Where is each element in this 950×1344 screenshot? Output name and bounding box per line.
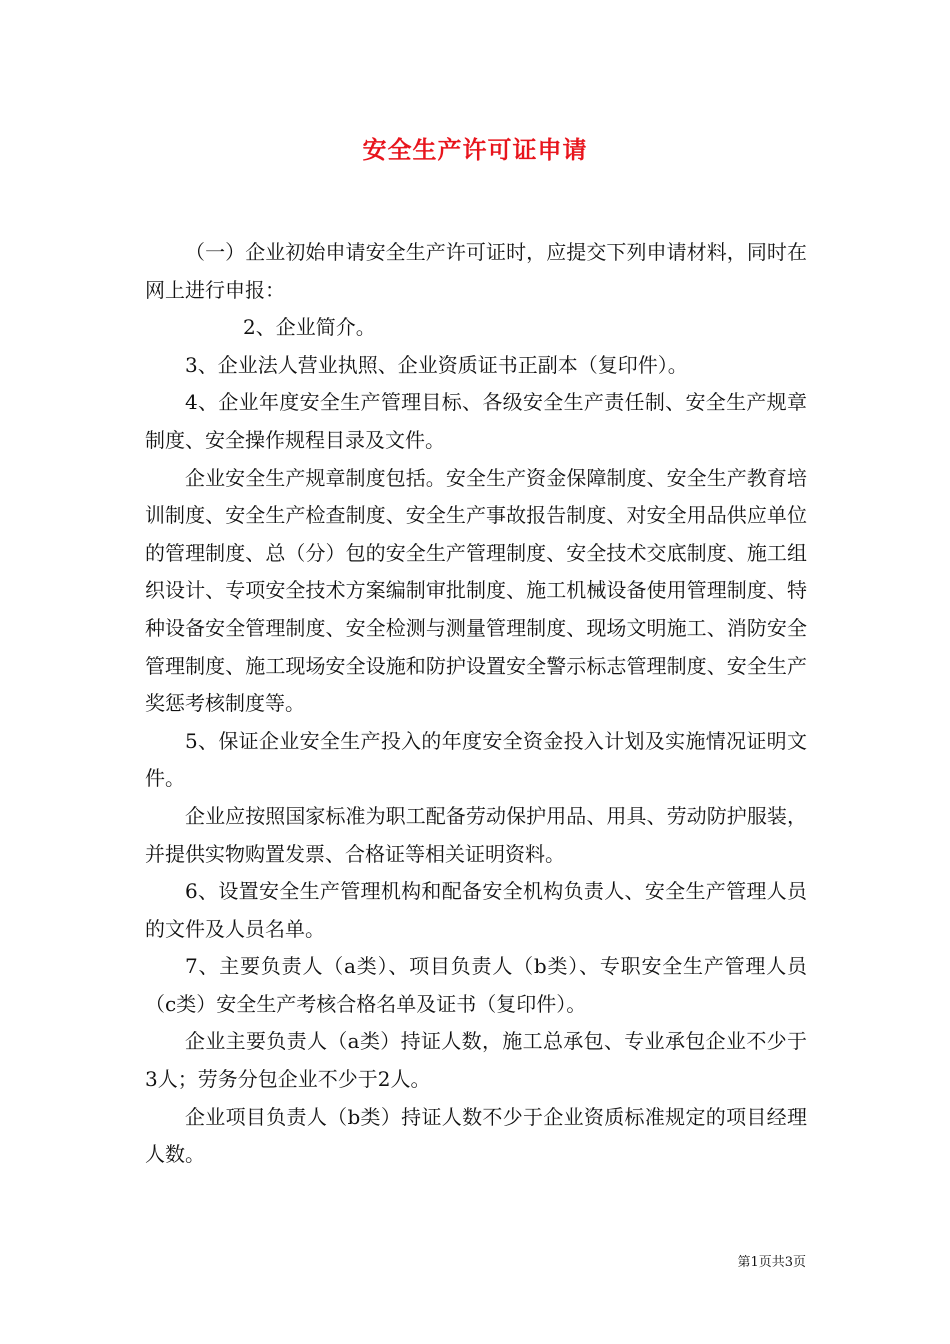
document-title: 安全生产许可证申请 xyxy=(362,135,588,164)
document-body xyxy=(145,234,807,1174)
paragraph-rules: 企业安全生产规章制度包括。安全生产资金保障制度、安全生产教育培训制度、安全生产检查制度、安全生产事故报告制度、对安全用品供应单位的管理制度、总（分）包的安全生产管理制度、安全技术交底制度、施工组织设计、专项安全技术方案编制审批制度、施工机械设备使用管理制度、特种设备安全管理制度、安全检测与测量管理制度、现场文明施工、消防安全管理制度、施工现场安全设施和防护设置安全警示标志管理制度、安全生产奖惩考核制度等。 xyxy=(145,465,807,716)
paragraph-intro: （一）企业初始申请安全生产许可证时，应提交下列申请材料，同时在网上进行申报： xyxy=(145,240,807,302)
paragraph-item-6: 6、设置安全生产管理机构和配备安全机构负责人、安全生产管理人员的文件及人员名单。 xyxy=(145,879,807,941)
paragraph-item-4: 4、企业年度安全生产管理目标、各级安全生产责任制、安全生产规章制度、安全操作规程目录及文件。 xyxy=(145,390,807,452)
paragraph-item-7: 7、主要负责人（a类）、项目负责人（b类）、专职安全生产管理人员（c类）安全生产考核合格名单及证书（复印件）。 xyxy=(145,954,807,1016)
paragraph-a-class: 企业主要负责人（a类）持证人数，施工总承包、专业承包企业不少于3人；劳务分包企业不少于2人。 xyxy=(145,1029,807,1092)
paragraph-item-5: 5、保证企业安全生产投入的年度安全资金投入计划及实施情况证明文件。 xyxy=(145,728,807,791)
paragraph-item-2: 2、企业简介。 xyxy=(243,315,376,340)
paragraph-item-3: 3、企业法人营业执照、企业资质证书正副本（复印件）。 xyxy=(185,352,688,377)
paragraph-protection: 企业应按照国家标准为职工配备劳动保护用品、用具、劳动防护服装，并提供实物购置发票、合格证等相关证明资料。 xyxy=(145,803,807,866)
paragraph-b-class: 企业项目负责人（b类）持证人数不少于企业资质标准规定的项目经理人数。 xyxy=(145,1104,807,1167)
page-number: 第1页共3页 xyxy=(737,1255,806,1270)
